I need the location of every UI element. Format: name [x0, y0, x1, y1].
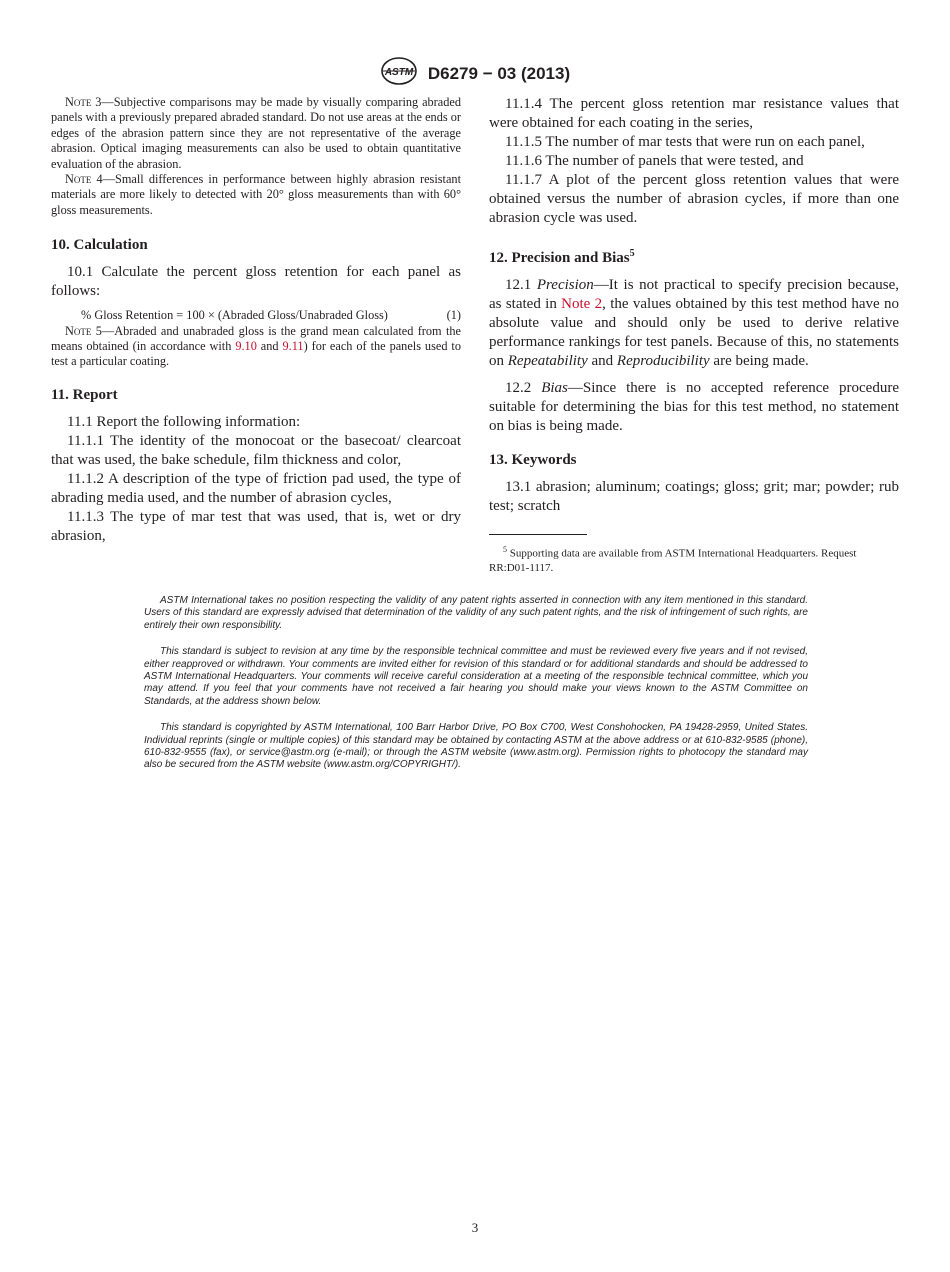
astm-logo-icon — [380, 56, 418, 91]
footnote-text: Supporting data are available from ASTM International Headquarters. Request RR:D01-1117. — [489, 547, 857, 574]
term-reproducibility: Reproducibility — [616, 353, 710, 369]
footnote-5 — [489, 543, 899, 575]
note-3 — [51, 95, 461, 172]
para-11-1-5: 11.1.5 The number of mar tests that were run on each panel, — [505, 134, 865, 150]
note-3-text: —Subjective comparisons may be made by visually comparing abraded panels with a previously prepared abraded standard. Do not use areas at the ends or edges of the abrasion pattern since they are not representative of the average abrasion. Optical imaging measurements can also be used to obtain quantitative evaluation of the abrasion. — [51, 95, 461, 171]
footnote-ref-5[interactable]: 5 — [629, 248, 635, 259]
note-5-text-b: and — [256, 339, 283, 354]
right-column — [489, 95, 899, 575]
link-9-11[interactable]: 9.11 — [282, 339, 304, 354]
para-11-1-2: 11.1.2 A description of the type of friction pad used, the type of abrading media used, and the number of abrasion cycles, — [51, 470, 461, 506]
para-10-1: 10.1 Calculate the percent gloss retention for each panel as follows: — [51, 264, 461, 300]
link-9-10[interactable]: 9.10 — [235, 339, 257, 354]
para-11-1-6: 11.1.6 The number of panels that were tested, and — [505, 153, 804, 169]
para-11-1-3: 11.1.3 The type of mar test that was used, that is, wet or dry abrasion, — [51, 508, 461, 544]
para-12-1 — [489, 276, 899, 371]
para-13-1: 13.1 abrasion; aluminum; coatings; gloss; grit; mar; powder; rub test; scratch — [489, 479, 899, 514]
footnote-marker: 5 — [503, 545, 507, 554]
link-note-2[interactable]: Note 2 — [561, 296, 603, 312]
disclaimer-copyright: This standard is copyrighted by ASTM International, 100 Barr Harbor Drive, PO Box C700, West Conshohocken, PA 19428-2959, United States. Individual reprints (single or multiple copies) of this standard may be obtained by contacting ASTM at the above address or at 610-832-9585 (phone), 610-832-9555 (fax), or service@astm.org (e-mail); or through the ASTM website (www.astm.org). Permission rights to photocopy the standard may also be secured from the ASTM website (www.astm.org/COPYRIGHT/). — [144, 722, 808, 771]
section-11-heading: 11. Report — [51, 386, 118, 403]
para-11-1-4: 11.1.4 The percent gloss retention mar resistance values that were obtained for each coating in the series, — [489, 96, 899, 131]
note-5 — [51, 324, 461, 370]
para-12-1-c: are being made. — [709, 353, 809, 369]
disclaimers — [144, 595, 808, 772]
note-5-label: Note 5 — [65, 323, 102, 338]
section-13-heading: 13. Keywords — [489, 452, 577, 468]
equation-text: % Gloss Retention = 100 × (Abraded Gloss/Unabraded Gloss) — [81, 308, 388, 323]
para-11-1-7: 11.1.7 A plot of the percent gloss retention values that were obtained versus the number of abrasion cycles, if more than one abrasion cycle was used. — [489, 172, 899, 226]
note-5-text-a: —Abraded and unabraded gloss is the grand mean calculated from the means obtained (in accordance with — [51, 323, 461, 354]
section-10-heading: 10. Calculation — [51, 237, 148, 254]
note-4 — [51, 172, 461, 218]
section-12-heading — [489, 248, 899, 267]
para-12-2-num: 12.2 — [505, 380, 542, 396]
para-12-1-b: , the values obtained by this test method have no absolute value and should only be used to derive relative performance rankings for test panels. Because of this, no statements on — [489, 296, 899, 369]
term-repeatability: Repeatability — [507, 353, 588, 369]
footnote-divider — [489, 534, 587, 535]
term-bias: Bias — [541, 380, 568, 396]
page-header — [0, 56, 950, 91]
para-12-1-a: —It is not practical to specify precision because, as stated in — [489, 277, 900, 312]
equation-number: (1) — [446, 308, 461, 323]
page-number: 3 — [471, 1220, 479, 1235]
disclaimer-patent: ASTM International takes no position respecting the validity of any patent rights asserted in connection with any item mentioned in this standard. Users of this standard are expressly advised that determination of the validity of any such patent rights, and the risk of infringement of such rights, are entirely their own responsibility. — [144, 595, 808, 631]
equation-1 — [51, 308, 461, 323]
para-12-2 — [489, 379, 899, 436]
para-12-2-text: —Since there is no accepted reference procedure suitable for determining the bias for this test method, no statement on bias is being made. — [489, 380, 899, 434]
para-11-1-1: 11.1.1 The identity of the monocoat or the basecoat/ clearcoat that was used, the bake schedule, film thickness and color, — [51, 432, 461, 468]
document-designation: D6279 − 03 (2013) — [427, 63, 571, 83]
para-11-1: 11.1 Report the following information: — [67, 413, 301, 430]
note-5-text-c: ) for each of the panels used to test a particular coating. — [51, 339, 461, 369]
para-12-1-num: 12.1 — [505, 277, 537, 293]
left-column — [51, 95, 461, 546]
disclaimer-revision: This standard is subject to revision at any time by the responsible technical committee and must be reviewed every five years and if not revised, either reapproved or withdrawn. Your comments are invited either for revision of this standard or for additional standards and should be addressed to ASTM International Headquarters. Your comments will receive careful consideration at a meeting of the responsible technical committee, which you may attend. If you feel that your comments have not received a fair hearing you should make your views known to the ASTM Committee on Standards, at the address shown below. — [144, 646, 808, 707]
logo-text: ASTM — [384, 67, 414, 78]
section-12-heading-text: 12. Precision and Bias — [489, 250, 630, 266]
note-4-label: Note 4 — [65, 172, 103, 187]
para-12-1-and: and — [587, 353, 617, 369]
note-3-label: Note 3 — [65, 95, 102, 109]
note-4-text: —Small differences in performance between highly abrasion resistant materials are more likely to detected with 20° gloss measurements than with 60° gloss measurements. — [51, 172, 461, 217]
term-precision: Precision — [536, 277, 594, 293]
